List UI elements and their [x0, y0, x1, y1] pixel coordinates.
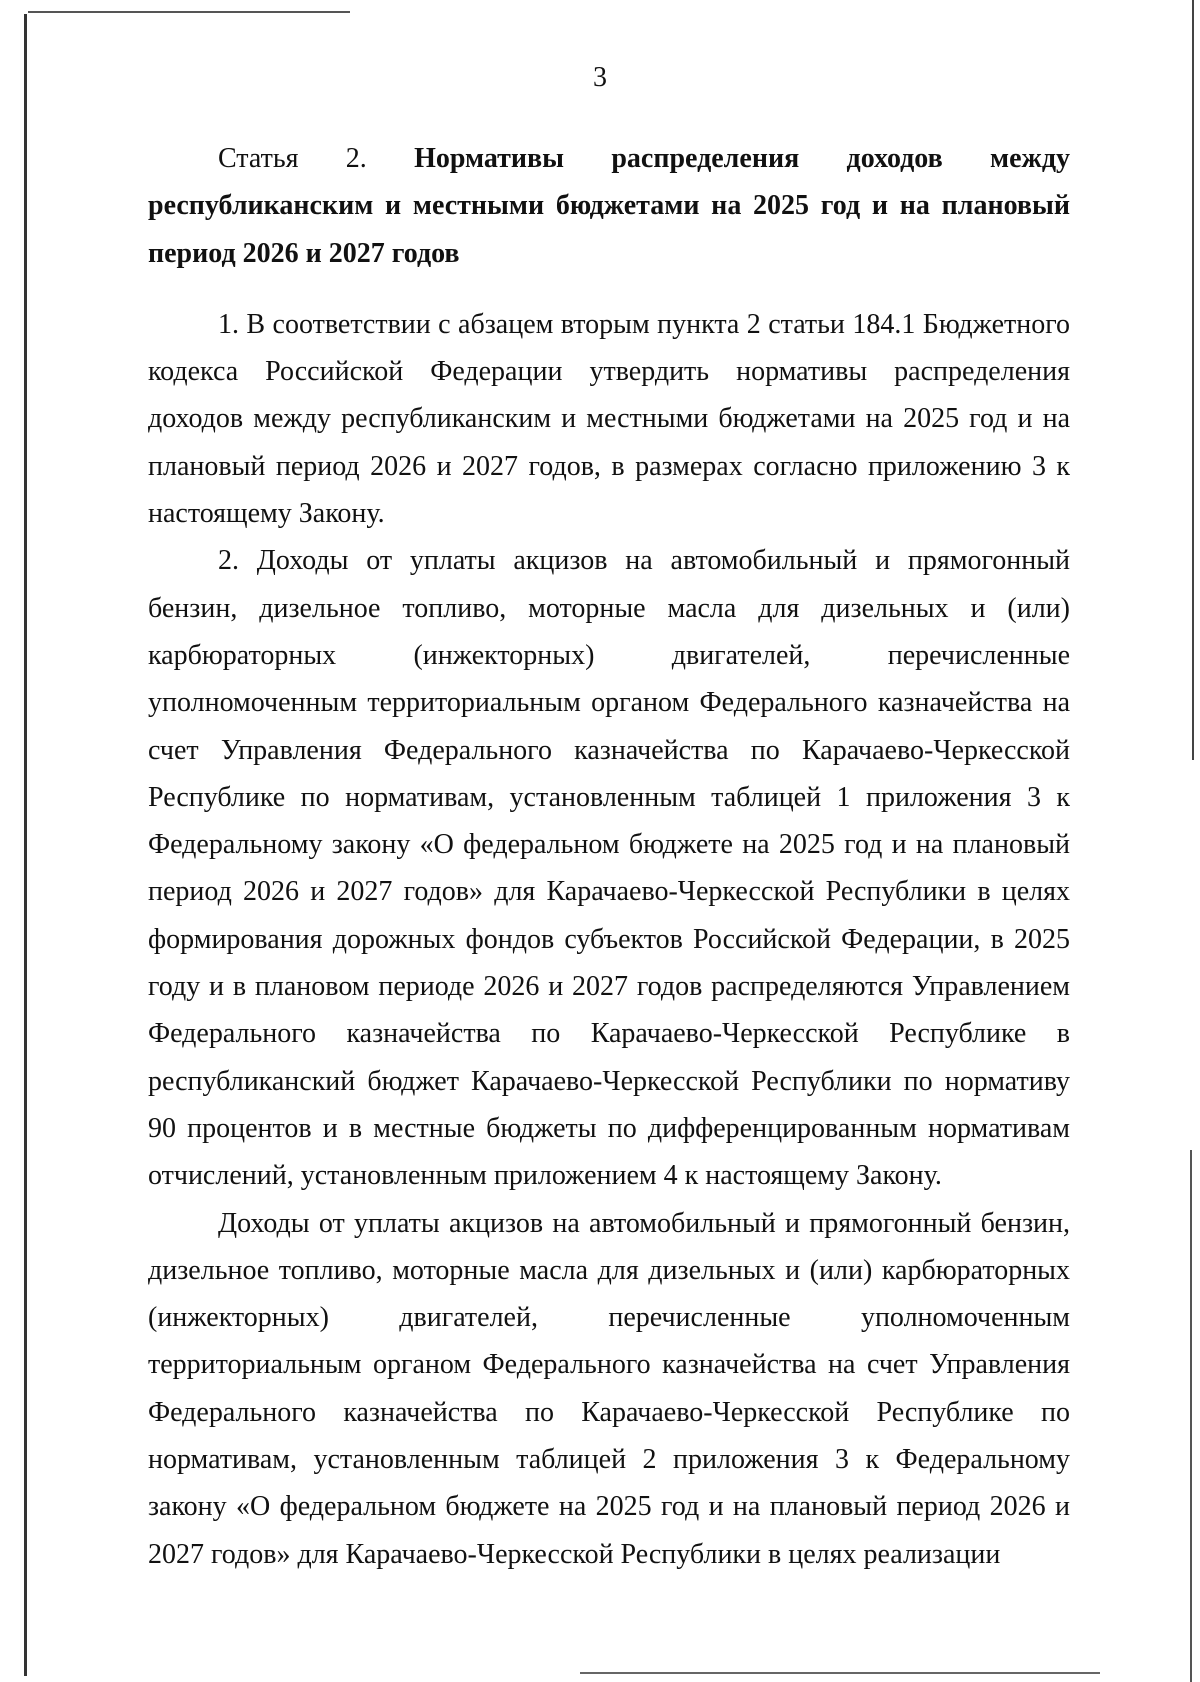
article-prefix: Статья 2.	[218, 143, 415, 174]
paragraph-3: Доходы от уплаты акцизов на автомобильный и прямогонный бензин, дизельное топливо, моторные масла для дизельных и (или) карбюраторных (инжекторных) двигателей, перечисленные уполномоченным территориальным органом Федерального казначейства на счет Управления Федерального казначейства по Карачаево-Черкесской Республике по нормативам, установленным таблицей 2 приложения 3 к Федеральному закону «О федеральном бюджете на 2025 год и на плановый период 2026 и 2027 годов» для Карачаево-Черкесской Республики в целях реализации	[148, 1207, 1070, 1570]
scan-edge-bottom	[580, 1672, 1100, 1674]
article-title: Нормативы распределения доходов между республиканским и местными бюджетами на 2025 год и на плановый период 2026 и 2027 годов	[148, 143, 1070, 269]
document-body	[148, 135, 1070, 1578]
scan-edge-top	[28, 11, 350, 13]
paragraph-1: 1. В соответствии с абзацем вторым пункта 2 статьи 184.1 Бюджетного кодекса Российской Федерации утвердить нормативы распределения доходов между республиканским и местными бюджетами на 2025 год и на плановый период 2026 и 2027 годов, в размерах согласно приложению 3 к настоящему Закону.	[148, 308, 1070, 530]
article-heading	[148, 135, 1070, 277]
page-number: 3	[593, 62, 607, 93]
paragraph-2: 2. Доходы от уплаты акцизов на автомобильный и прямогонный бензин, дизельное топливо, моторные масла для дизельных и (или) карбюраторных (инжекторных) двигателей, перечисленные уполномоченным территориальным органом Федерального казначейства на счет Управления Федерального казначейства по Карачаево-Черкесской Республике по нормативам, установленным таблицей 1 приложения 3 к Федеральному закону «О федеральном бюджете на 2025 год и на плановый период 2026 и 2027 годов» для Карачаево-Черкесской Республики в целях формирования дорожных фондов субъектов Российской Федерации, в 2025 году и в плановом периоде 2026 и 2027 годов распределяются Управлением Федерального казначейства по Карачаево-Черкесской Республике в республиканский бюджет Карачаево-Черкесской Республики по нормативу 90 процентов и в местные бюджеты по дифференцированным нормативам отчислений, установленным приложением 4 к настоящему Закону.	[148, 545, 1070, 1192]
scan-edge-right	[1192, 0, 1194, 760]
scan-edge-left	[24, 14, 27, 1676]
scan-edge-right-lower	[1190, 1150, 1192, 1682]
